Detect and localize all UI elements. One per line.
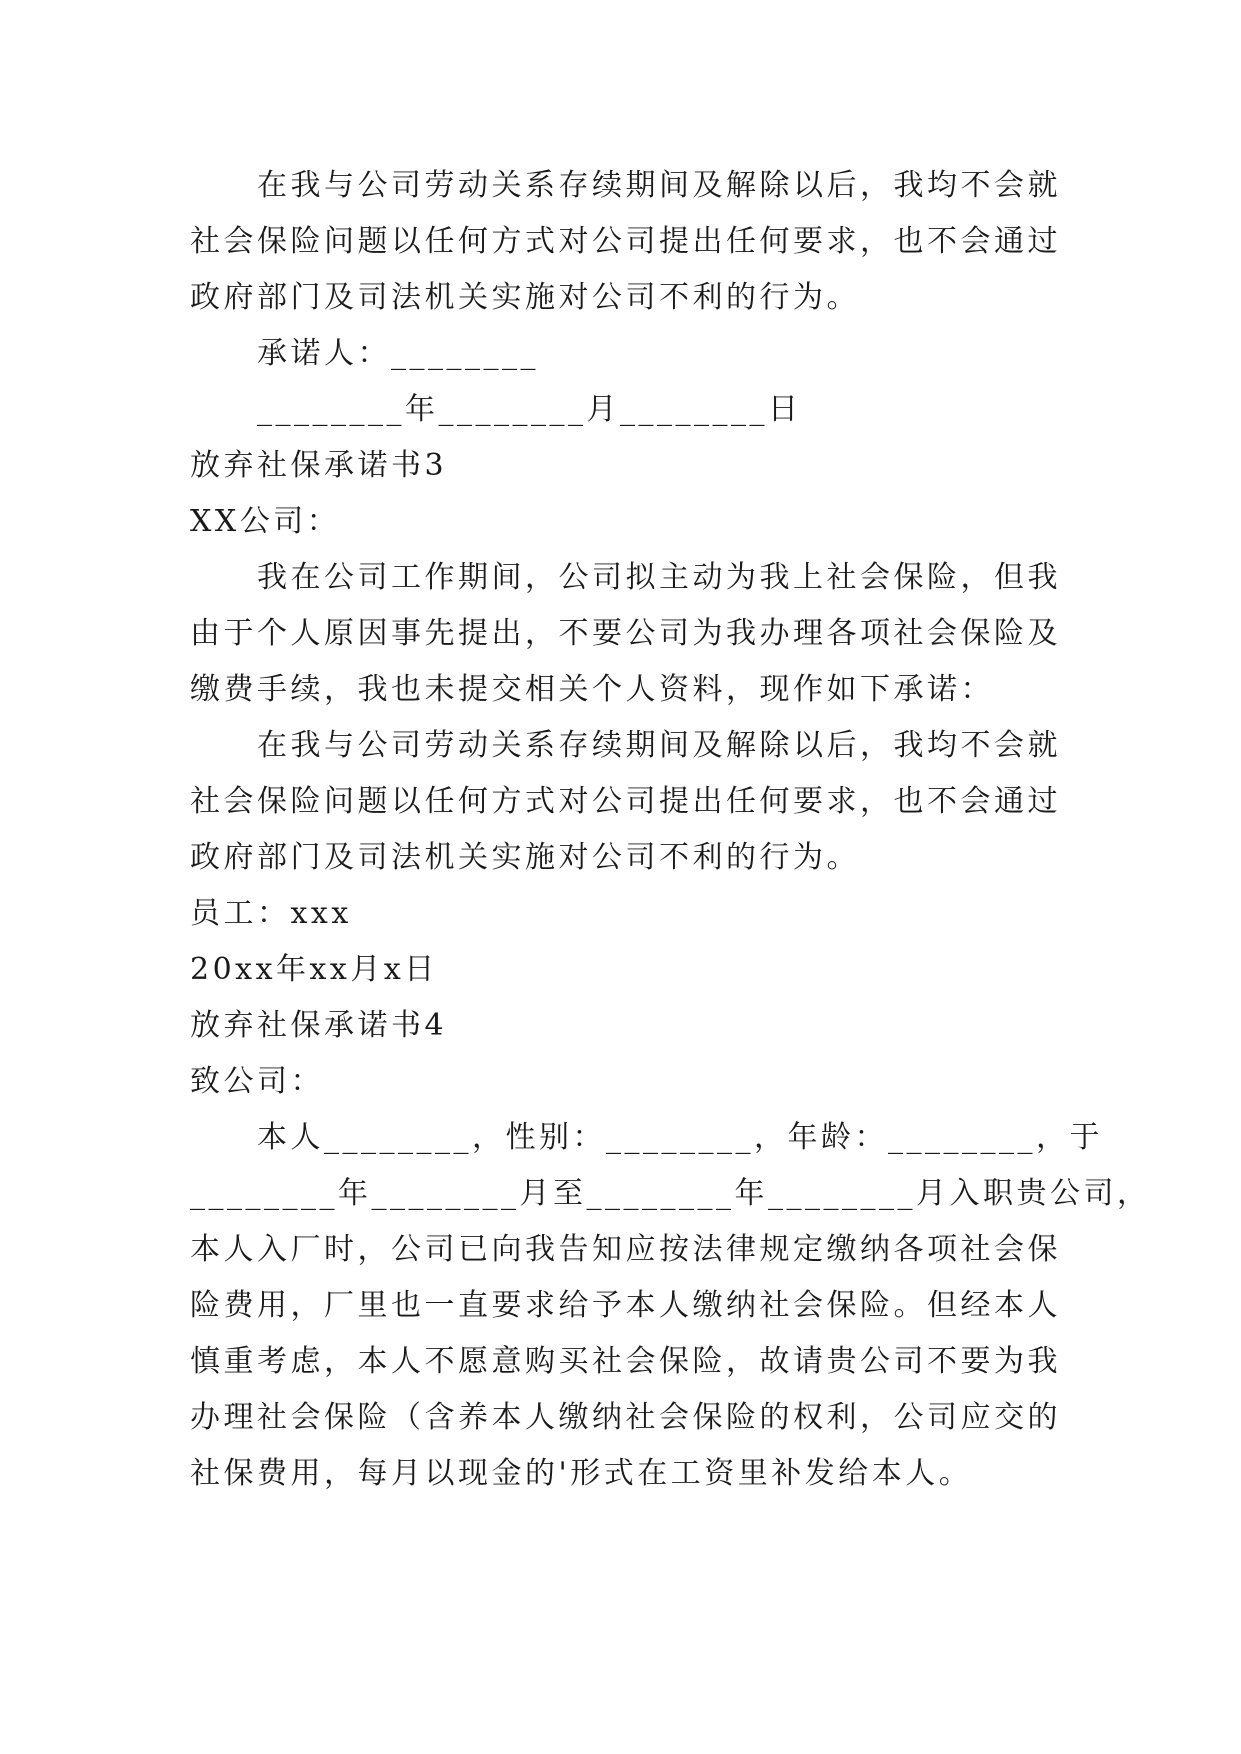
document-body [190,158,1151,1502]
paragraph-line: 本人________，性别：________，年龄：________，于 [257,1120,1103,1155]
paragraph-line: 社保费用，每月以现金的'形式在工资里补发给本人。 [190,1456,973,1491]
paragraph-line: 由于个人原因事先提出，不要公司为我办理各项社会保险及 [190,616,1061,651]
paragraph-line: 政府部门及司法机关实施对公司不利的行为。 [190,840,860,875]
paragraph-line: 在我与公司劳动关系存续期间及解除以后，我均不会就 [257,728,1061,763]
employee-line: 员工：xxx [190,896,352,931]
paragraph-line: ________年________月至________年________月入职贵公司， [190,1176,1151,1211]
addressee: 致公司： [190,1064,324,1099]
section-title: 放弃社保承诺书4 [190,1008,448,1043]
paragraph-line: 险费用，厂里也一直要求给予本人缴纳社会保险。但经本人 [190,1288,1061,1323]
paragraph-line: 社会保险问题以任何方式对公司提出任何要求，也不会通过 [190,224,1061,259]
addressee: XX公司： [190,504,341,539]
paragraph-line: 慎重考虑，本人不愿意购买社会保险，故请贵公司不要为我 [190,1344,1061,1379]
paragraph-line: 社会保险问题以任何方式对公司提出任何要求，也不会通过 [190,784,1061,819]
paragraph-line: 本人入厂时，公司已向我告知应按法律规定缴纳各项社会保 [190,1232,1061,1267]
paragraph-line: 缴费手续，我也未提交相关个人资料，现作如下承诺： [190,672,994,707]
paragraph-line: 我在公司工作期间，公司拟主动为我上社会保险，但我 [257,560,1061,595]
section-title: 放弃社保承诺书3 [190,448,448,483]
paragraph-line: 办理社会保险（含养本人缴纳社会保险的权利，公司应交的 [190,1400,1061,1435]
signer-line: 承诺人：________ [257,336,539,371]
date-line: ________年________月________日 [257,392,802,427]
date-line: 20xx年xx月x日 [190,952,438,987]
paragraph-line: 在我与公司劳动关系存续期间及解除以后，我均不会就 [257,168,1061,203]
paragraph-line: 政府部门及司法机关实施对公司不利的行为。 [190,280,860,315]
